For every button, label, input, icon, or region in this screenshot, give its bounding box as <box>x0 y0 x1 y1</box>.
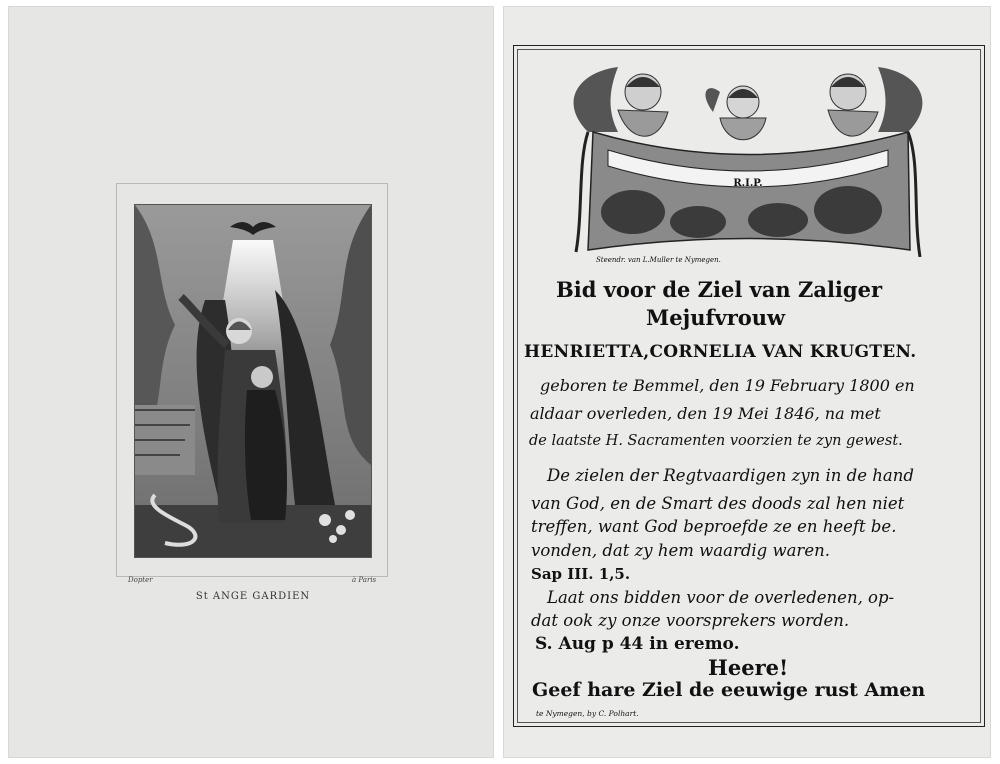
bio-line-1: geboren te Bemmel, den 19 February 1800 en <box>540 376 915 395</box>
printer-credit: te Nymegen, by C. Polhart. <box>536 709 639 718</box>
bio-line-3: de laatste H. Sacramenten voorzien te zyn gewest. <box>529 433 903 449</box>
lithographer-credit: Steendr. van L.Muller te Nymegen. <box>596 256 721 264</box>
scripture-line-4: vonden, dat zy hem waardig waren. <box>531 541 830 560</box>
guardian-angel-illustration <box>135 205 371 557</box>
heading-line-1: Bid voor de Ziel van Zaliger <box>556 277 883 302</box>
bio-line-2: aldaar overleden, den 19 Mei 1846, na met <box>530 404 881 423</box>
prayer-line-1: Laat ons bidden voor de overledenen, op- <box>547 588 895 607</box>
engraving-caption: St ANGE GARDIEN <box>195 591 311 602</box>
prayer-reference: S. Aug p 44 in eremo. <box>535 634 740 654</box>
closing-prayer: Geef hare Ziel de eeuwige rust Amen <box>532 679 926 701</box>
banner-rip-text: R.I.P. <box>733 178 763 189</box>
closing-heere: Heere! <box>708 655 789 680</box>
scripture-line-1: De zielen der Regtvaardigen zyn in de hand <box>547 466 914 485</box>
deceased-name: HENRIETTA,CORNELIA VAN KRUGTEN. <box>524 342 917 362</box>
angels-illustration <box>548 52 948 257</box>
angels-banner-vignette <box>548 52 948 257</box>
engraver-credit-right: à Paris <box>352 576 377 584</box>
scripture-line-2: van God, en de Smart des doods zal hen niet <box>531 494 905 513</box>
heading-line-2: Mejufvrouw <box>646 305 786 330</box>
prayer-line-2: dat ook zy onze voorsprekers worden. <box>531 611 850 630</box>
guardian-angel-engraving <box>134 204 372 558</box>
scripture-reference: Sap III. 1,5. <box>531 565 631 583</box>
engraver-credit-left: Dopter <box>128 576 153 584</box>
scripture-line-3: treffen, want God beproefde ze en heeft be. <box>531 517 897 536</box>
